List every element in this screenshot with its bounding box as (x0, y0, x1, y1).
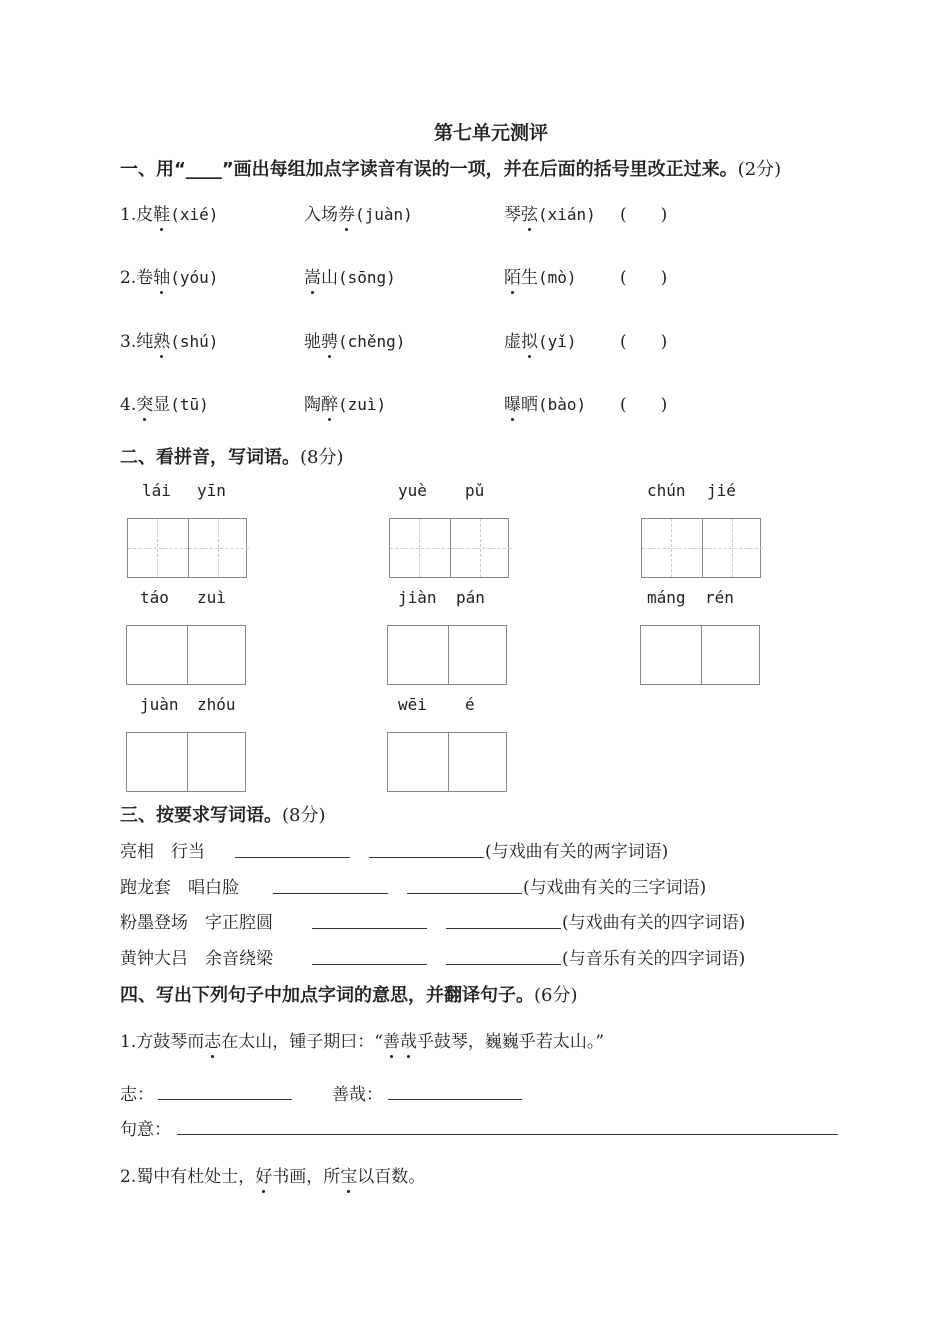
s1-row3-a: 3.纯熟(shú) (120, 327, 218, 352)
s4-question-1: 1.方鼓琴而志在太山，锺子期曰：“善哉乎鼓琴，巍巍乎若太山。” (120, 1027, 604, 1052)
s3-row1-req: (与戏曲有关的两字词语) (485, 842, 669, 862)
s3-row3-words: 粉墨登场 字正腔圆 (120, 913, 273, 933)
s1-row4-answer[interactable]: ( ) (620, 395, 668, 415)
pinyin-2a: yuè (398, 481, 427, 500)
s3-row2-blank1[interactable] (273, 892, 388, 894)
s1-row4-c: 曝晒(bào) (504, 390, 586, 415)
s4-question-2: 2.蜀中有杜处士，好书画，所宝以百数。 (120, 1162, 425, 1187)
writing-box-3[interactable] (641, 518, 761, 578)
s3-row4-words: 黄钟大吕 余音绕梁 (120, 949, 273, 969)
pinyin-3a: chún (647, 481, 686, 500)
s3-row1-words: 亮相 行当 (120, 842, 205, 862)
s3-row4-blank2[interactable] (446, 963, 561, 965)
s1-row2-c: 陌生(mò) (504, 263, 577, 288)
section-1-heading-text: 一、用“____”画出每组加点字读音有误的一项，并在后面的括号里改正过来。 (120, 159, 738, 180)
s1-row3-b: 驰骋(chěng) (304, 327, 405, 352)
writing-box-1[interactable] (127, 518, 247, 578)
s1-row1-a: 1.皮鞋(xié) (120, 200, 218, 225)
s3-row3-blank2[interactable] (446, 927, 561, 929)
s1-row3-answer[interactable]: ( ) (620, 332, 668, 352)
s1-row4-a: 4.突显(tū) (120, 390, 209, 415)
label-shanzai: 善哉： (332, 1085, 383, 1105)
s3-row4-blank1[interactable] (312, 963, 427, 965)
s3-row4-req: (与音乐有关的四字词语) (562, 949, 746, 969)
section-4-heading: 四、写出下列句子中加点字词的意思，并翻译句子。(6分) (120, 985, 578, 1006)
pinyin-3b: jié (707, 481, 736, 500)
writing-box-5[interactable] (387, 625, 507, 685)
writing-box-7[interactable] (126, 732, 246, 792)
blank-shanzai[interactable] (388, 1098, 522, 1100)
pinyin-5a: jiàn (398, 588, 437, 607)
pinyin-7b: zhóu (197, 695, 236, 714)
s1-row2-answer[interactable]: ( ) (620, 268, 668, 288)
section-3-heading: 三、按要求写词语。(8分) (120, 805, 326, 826)
pinyin-6a: máng (647, 588, 686, 607)
pinyin-1a: lái (142, 481, 171, 500)
blank-juyi[interactable] (177, 1133, 838, 1135)
page-title: 第七单元测评 (433, 122, 548, 144)
label-zhi: 志： (120, 1085, 154, 1105)
s3-row1-blank2[interactable] (369, 856, 484, 858)
pinyin-8b: é (465, 695, 475, 714)
section-2-heading: 二、看拼音，写词语。(8分) (120, 447, 344, 468)
s1-row1-answer[interactable]: ( ) (620, 205, 668, 225)
s3-row2-blank2[interactable] (407, 892, 522, 894)
s3-row3-req: (与戏曲有关的四字词语) (562, 913, 746, 933)
s3-row2-words: 跑龙套 唱白脸 (120, 878, 239, 898)
s1-row2-b: 嵩山(sōng) (304, 263, 396, 288)
s3-row3-blank1[interactable] (312, 927, 427, 929)
s1-row1-b: 入场券(juàn) (304, 200, 413, 225)
s1-row2-a: 2.卷轴(yóu) (120, 263, 218, 288)
s3-row2-req: (与戏曲有关的三字词语) (523, 878, 707, 898)
s1-row1-c: 琴弦(xián) (504, 200, 596, 225)
s1-row4-b: 陶醉(zuì) (304, 390, 386, 415)
writing-box-4[interactable] (126, 625, 246, 685)
pinyin-8a: wēi (398, 695, 427, 714)
pinyin-6b: rén (705, 588, 734, 607)
pinyin-7a: juàn (140, 695, 179, 714)
writing-box-8[interactable] (387, 732, 507, 792)
label-juyi: 句意： (120, 1120, 171, 1140)
section-1-heading (120, 155, 781, 181)
writing-box-6[interactable] (640, 625, 760, 685)
writing-box-2[interactable] (389, 518, 509, 578)
s3-row1-blank1[interactable] (235, 856, 350, 858)
blank-zhi[interactable] (158, 1098, 292, 1100)
section-1-points: (2分) (737, 159, 782, 180)
pinyin-1b: yīn (197, 481, 226, 500)
pinyin-5b: pán (456, 588, 485, 607)
pinyin-4b: zuì (197, 588, 226, 607)
pinyin-2b: pǔ (465, 481, 485, 500)
s1-row3-c: 虚拟(yǐ) (504, 327, 577, 352)
pinyin-4a: táo (140, 588, 169, 607)
